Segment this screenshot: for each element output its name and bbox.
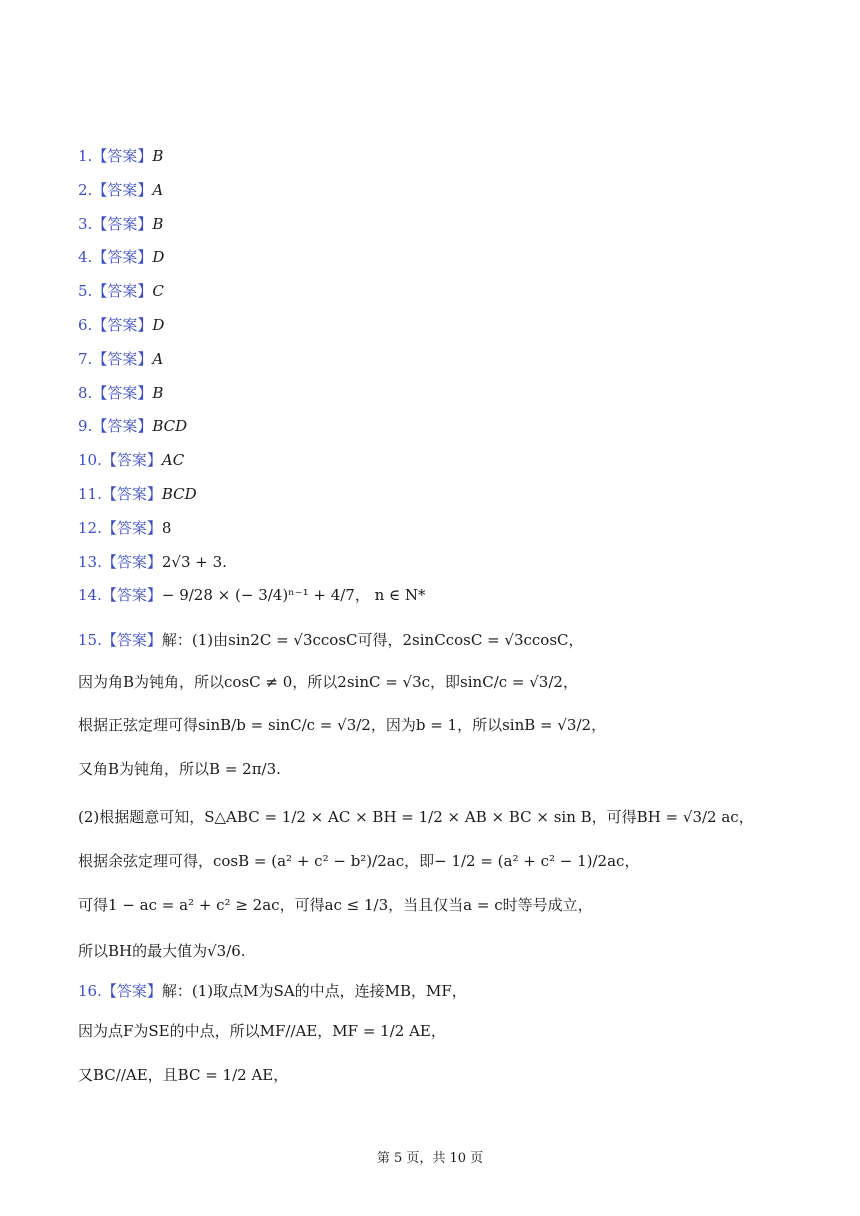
- q16-header: [78, 980, 467, 1002]
- answer-value: − 9/28 × (− 3/4)ⁿ⁻¹ + 4/7， n ∈ N*: [161, 586, 426, 605]
- answer-number: 13.: [78, 552, 102, 571]
- answer-tag: 【答案】: [101, 552, 162, 571]
- q15-line-4: 又角B为钝角，所以B = 2π/3.: [78, 760, 281, 778]
- answer-tag: 【答案】: [92, 316, 153, 334]
- answer-number: 6.: [78, 316, 93, 334]
- q16-line-2: 因为点F为SE的中点，所以MF//AE，MF = 1/2 AE，: [78, 1022, 446, 1040]
- answer-value: A: [152, 349, 164, 368]
- answer-tag: 【答案】: [101, 586, 162, 605]
- answer-number: 8.: [78, 383, 93, 402]
- answer-number: 2.: [78, 180, 93, 199]
- answer-row: [78, 449, 184, 471]
- answer-tag: 【答案】: [92, 383, 153, 402]
- answer-value: 8: [161, 518, 172, 537]
- answer-tag: 【答案】: [92, 180, 153, 199]
- answer-number: 11.: [78, 485, 102, 503]
- q15-line-3: 根据正弦定理可得sinB/b = sinC/c = √3/2，因为b = 1，所以sinB = √3/2，: [78, 716, 607, 734]
- answer-tag: 【答案】: [92, 417, 153, 436]
- answer-number: 10.: [78, 451, 102, 470]
- page-footer: 第 5 页，共 10 页: [376, 1151, 484, 1166]
- answer-value: 2√3 + 3.: [161, 552, 227, 571]
- q15-answer-tag: 【答案】: [101, 631, 162, 649]
- q15-line-6: 根据余弦定理可得，cosB = (a² + c² − b²)/2ac，即− 1/2 = (a² + c² − 1)/2ac，: [78, 852, 640, 870]
- answer-row: [78, 517, 171, 539]
- q16-line-3: 又BC//AE，且BC = 1/2 AE，: [78, 1066, 289, 1084]
- answer-row: [78, 348, 163, 370]
- answer-value: B: [152, 214, 164, 233]
- q15-line-8: 所以BH的最大值为√3/6.: [78, 942, 246, 960]
- answer-tag: 【答案】: [92, 147, 153, 165]
- answer-value: A: [152, 180, 164, 199]
- q15-line-7: 可得1 − ac = a² + c² ≥ 2ac，可得ac ≤ 1/3，当且仅当a = c时等号成立，: [78, 896, 593, 914]
- answer-tag: 【答案】: [92, 214, 153, 233]
- answer-row: [78, 145, 163, 167]
- q16-line-1: 解：(1)取点M为SA的中点，连接MB，MF，: [161, 982, 467, 1000]
- answer-tag: 【答案】: [92, 248, 153, 267]
- answer-value: D: [152, 248, 165, 267]
- answer-row: [78, 551, 227, 573]
- answer-row: [78, 246, 164, 268]
- answer-value: AC: [161, 451, 185, 470]
- answer-row: [78, 483, 197, 505]
- q15-line-1: 解：(1)由sin2C = √3ccosC可得，2sinCcosC = √3ccosC，: [161, 631, 584, 649]
- q15-number: 15.: [78, 631, 102, 649]
- answer-row: [78, 382, 163, 404]
- answer-number: 5.: [78, 282, 93, 301]
- answer-tag: 【答案】: [101, 451, 162, 470]
- answer-row: [78, 584, 426, 606]
- answer-row: [78, 179, 163, 201]
- answer-number: 4.: [78, 248, 93, 267]
- answer-value: B: [152, 147, 164, 165]
- answer-row: [78, 213, 163, 235]
- answer-value: D: [152, 316, 165, 334]
- answer-number: 9.: [78, 417, 93, 436]
- answer-number: 12.: [78, 518, 102, 537]
- q15-line-2: 因为角B为钝角，所以cosC ≠ 0，所以2sinC = √3c，即sinC/c = √3/2，: [78, 673, 578, 691]
- answer-tag: 【答案】: [92, 349, 153, 368]
- answer-number: 3.: [78, 214, 93, 233]
- answer-value: C: [152, 282, 164, 301]
- answer-number: 1.: [78, 147, 93, 165]
- answer-tag: 【答案】: [101, 485, 162, 503]
- answer-tag: 【答案】: [101, 518, 162, 537]
- answer-number: 14.: [78, 586, 102, 605]
- answer-value: B: [152, 383, 164, 402]
- q16-answer-tag: 【答案】: [101, 982, 162, 1000]
- answer-row: [78, 314, 164, 336]
- q16-number: 16.: [78, 982, 102, 1000]
- q15-line-5: (2)根据题意可知，S△ABC = 1/2 × AC × BH = 1/2 × AB × BC × sin B，可得BH = √3/2 ac，: [78, 808, 754, 826]
- answer-number: 7.: [78, 349, 93, 368]
- answer-tag: 【答案】: [92, 282, 153, 301]
- answer-row: [78, 415, 187, 437]
- answer-value: BCD: [161, 485, 197, 503]
- answer-value: BCD: [152, 417, 188, 436]
- answer-row: [78, 280, 164, 302]
- q15-header: [78, 629, 584, 651]
